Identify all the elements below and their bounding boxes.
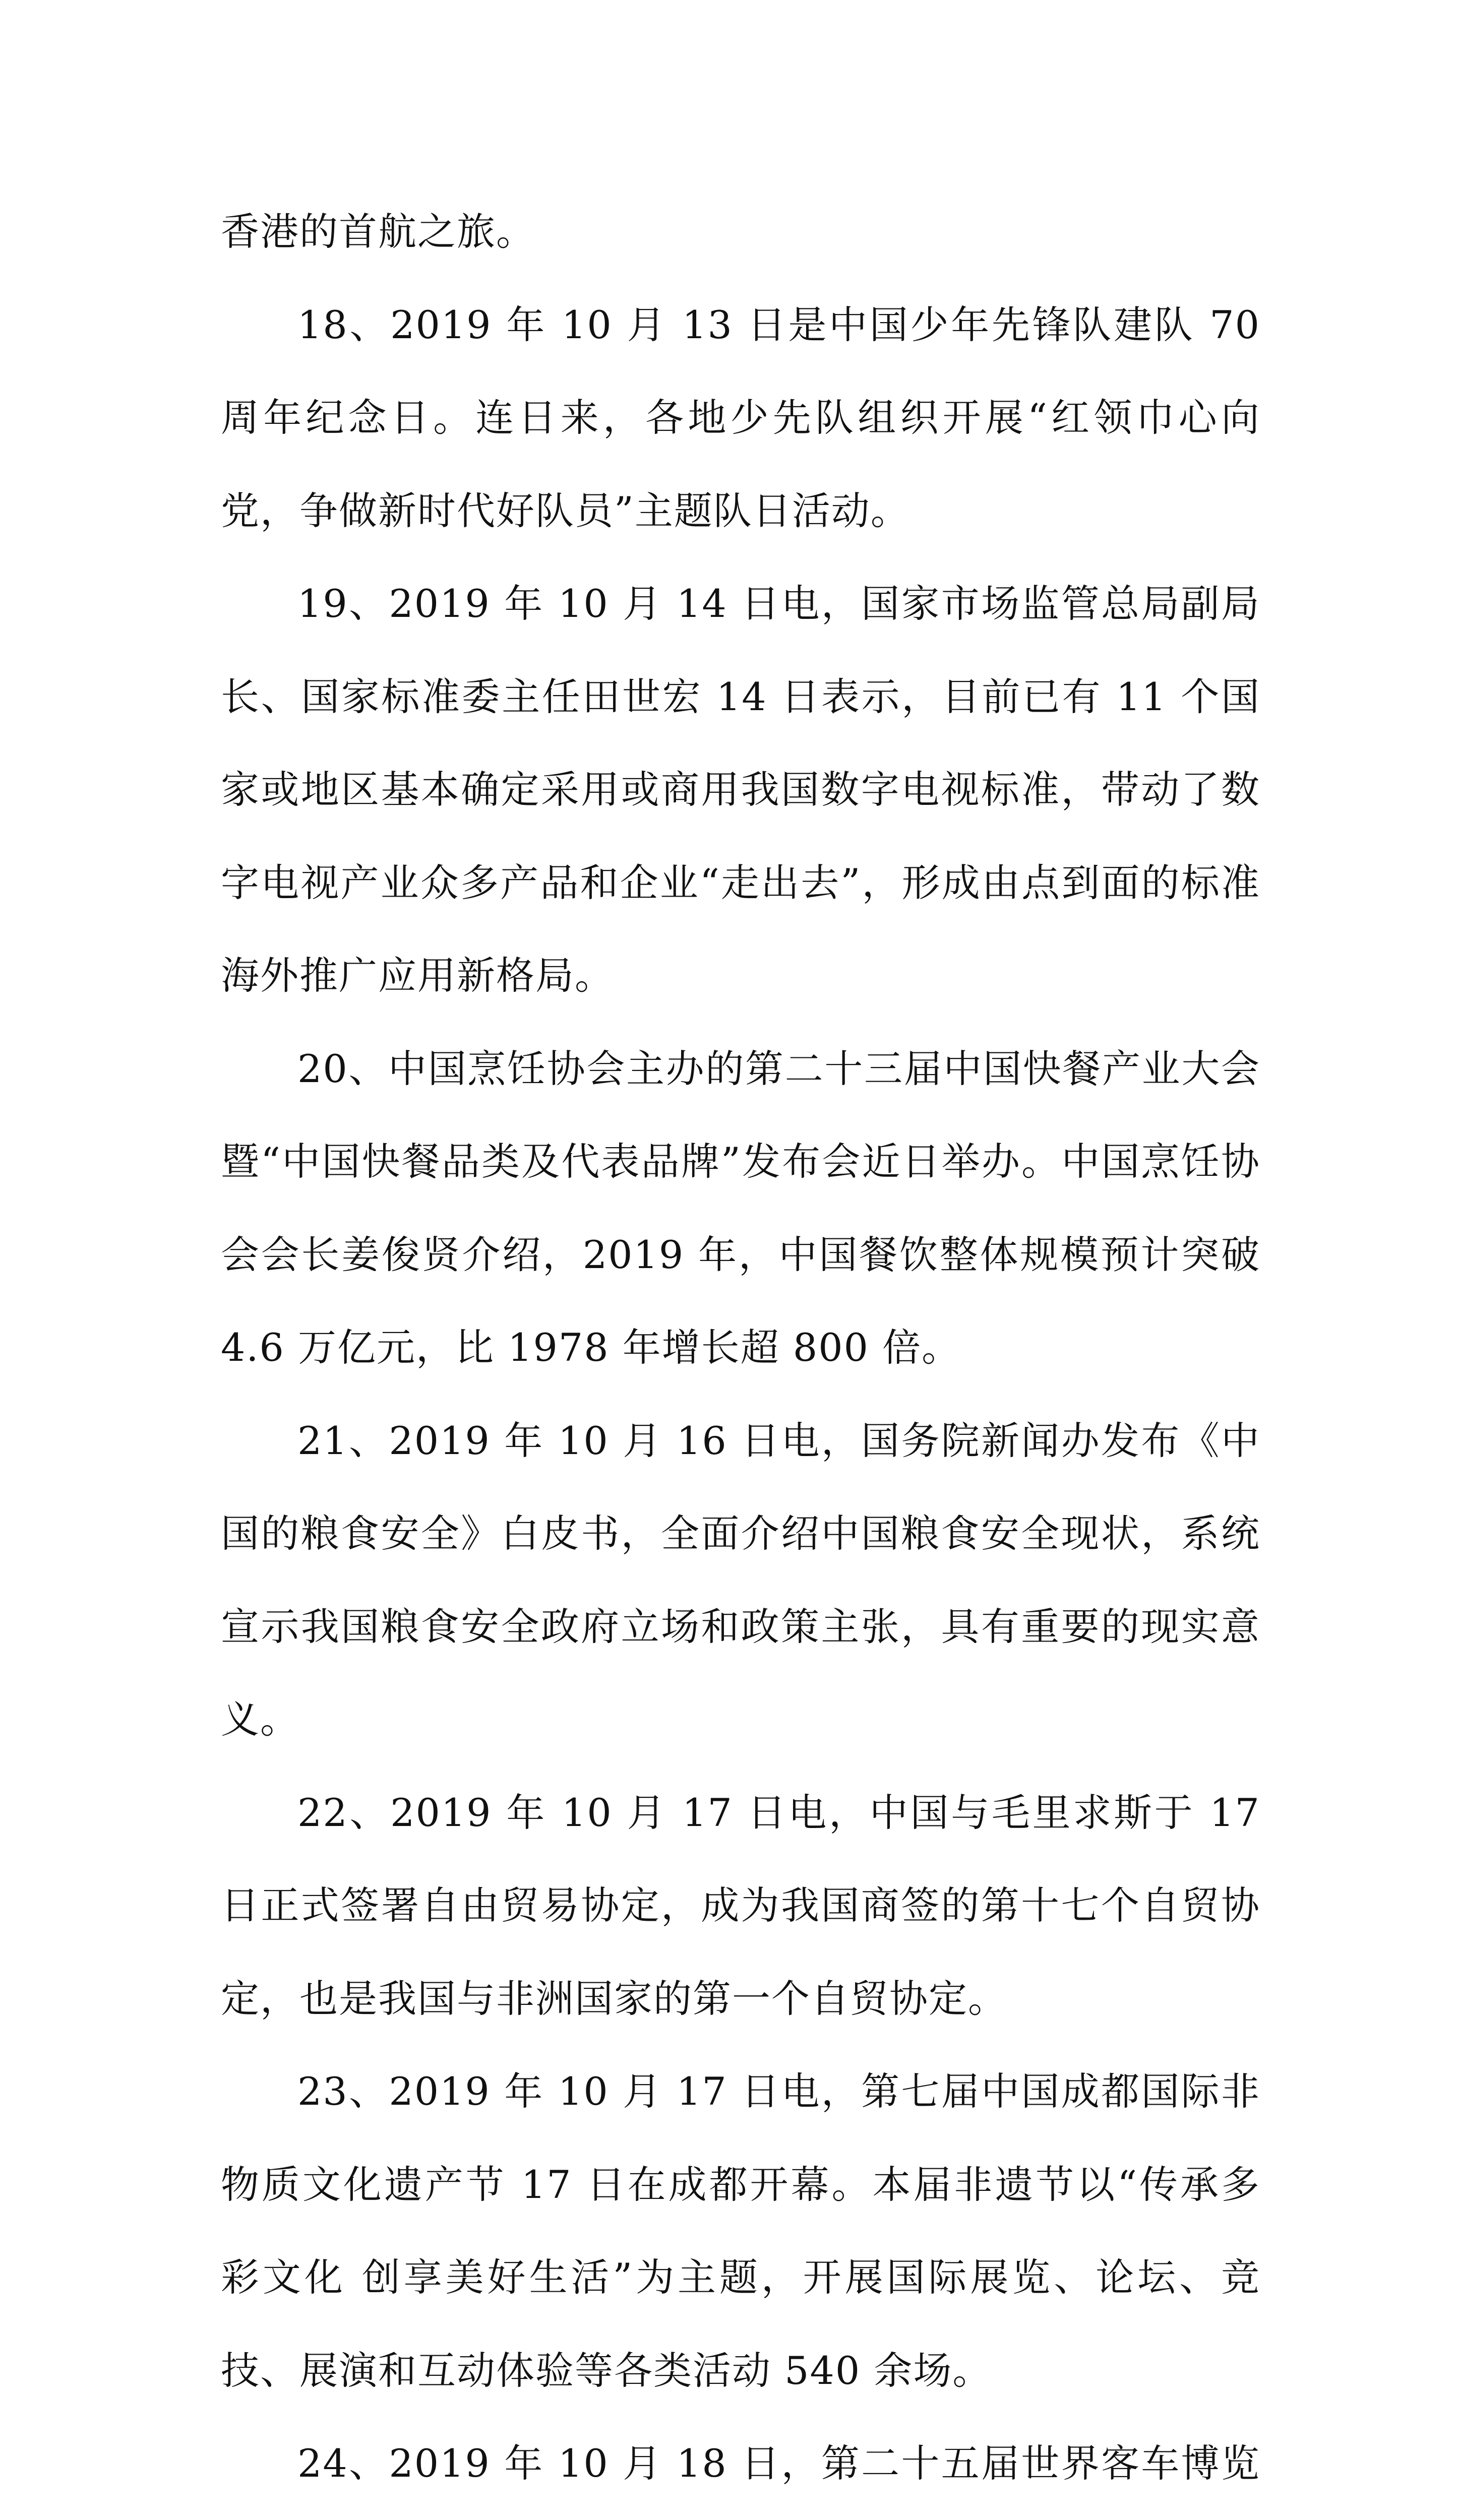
- paragraph-item-20: 20、中国烹饪协会主办的第二十三届中国快餐产业大会暨“中国快餐品类及代表品牌”发布会近日举办。中国烹饪协会会长姜俊贤介绍，2019 年，中国餐饮整体规模预计突破 4.6 万亿元，比 1978 年增长超 800 倍。: [221, 1046, 1260, 1370]
- document-body: [221, 185, 1260, 2520]
- paragraph-item-18: 18、2019 年 10 月 13 日是中国少年先锋队建队 70 周年纪念日。连日来，各地少先队组织开展“红领巾心向党，争做新时代好队员”主题队日活动。: [221, 302, 1260, 533]
- paragraph-item-22: 22、2019 年 10 月 17 日电，中国与毛里求斯于 17 日正式签署自由贸易协定，成为我国商签的第十七个自贸协定，也是我国与非洲国家的第一个自贸协定。: [221, 1790, 1260, 2021]
- paragraph-item-24: 24、2019 年 10 月 18 日，第二十五届世界客车博览: [297, 2441, 1260, 2486]
- paragraph-continued: 香港的首航之旅。: [221, 209, 535, 254]
- paragraph-item-19: 19、2019 年 10 月 14 日电，国家市场监管总局副局长、国家标准委主任田世宏 14 日表示，目前已有 11 个国家或地区基本确定采用或商用我国数字电视标准，带动了数字电视产业众多产品和企业“走出去”，形成由点到面的标准海外推广应用新格局。: [221, 581, 1260, 998]
- paragraph-item-21: 21、2019 年 10 月 16 日电，国务院新闻办发布《中国的粮食安全》白皮书，全面介绍中国粮食安全现状，系统宣示我国粮食安全政府立场和政策主张，具有重要的现实意义。: [221, 1418, 1260, 1742]
- paragraph-item-23: 23、2019 年 10 月 17 日电，第七届中国成都国际非物质文化遗产节 17 日在成都开幕。本届非遗节以“传承多彩文化 创享美好生活”为主题，开展国际展览、论坛、竞技、展演和互动体验等各类活动 540 余场。: [221, 2069, 1260, 2393]
